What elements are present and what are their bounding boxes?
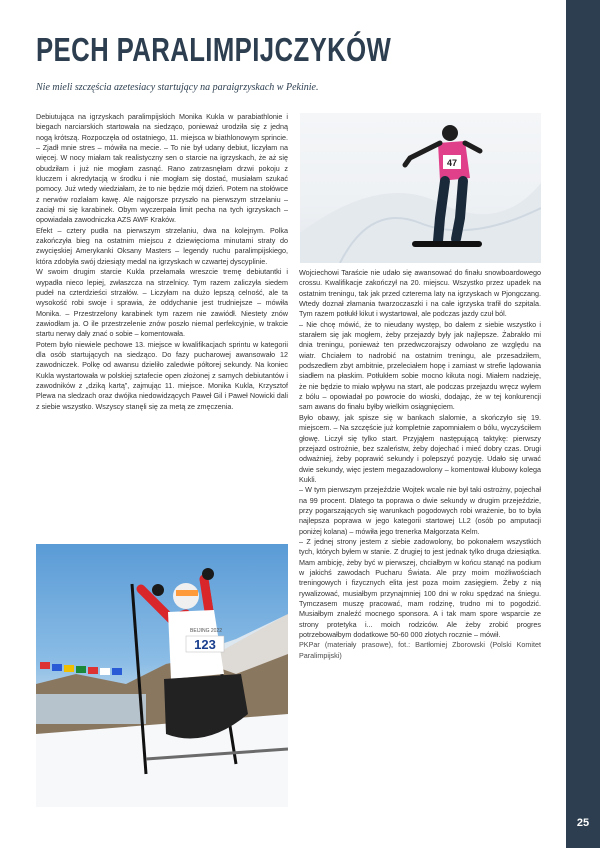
snowboarder-photo: [300, 113, 541, 263]
article-column-right: [299, 268, 541, 661]
sit-skier-illustration: [36, 544, 288, 807]
snowboarder-illustration: [300, 113, 541, 263]
side-accent-bar: [566, 0, 600, 848]
paragraph: Efekt – cztery pudła na pierwszym strzelaniu, dwa na kolejnym. Polka zakończyła bieg na ostatnim miejscu z dziewięcioma minutami straty do zwycięskiej Amerykanki Oksany Masters – legendy ruchu paralimpijskiego, która zdobyła swój dziesiąty medal na igrzyskach w czwartej dyscyplinie.: [36, 225, 288, 266]
paragraph: Było obawy, jak spisze się w bankach slalomie, a skończyło się 19. miejscem. – Na szczęście już kompletnie zapomniałem o bólu, wyczyściłem głowę. Liczył się tylko start. Przyjąłem następującą taktykę: pierwszy przejazd ostrożnie, bez szaleństw, żeby dojechać i mieć dobry czas. Drugi odważniej, żeby poprawić sekundy i polepszyć pozycję. Udało się urwać dwie sekundy, więc jestem megazadowolony – komentował klubowy kolega Kukli.: [299, 412, 541, 484]
goggles-shape: [176, 590, 198, 596]
page-number: 25: [576, 817, 590, 829]
snowboard-shape: [412, 241, 482, 247]
photo-caption: PKPar (materiały prasowe), fot.: Bartłomiej Zborowski (Polski Komitet Paralimpijski): [299, 640, 541, 660]
flags-row: [40, 662, 122, 675]
sit-skier-photo: [36, 544, 288, 807]
paragraph: – Z jednej strony jestem z siebie zadowolony, bo pokonałem wszystkich tych, których byłem w stanie. Z drugiej to jest jednak tylko druga dziesiątka. Mam ambicję, żeby być w pierwszej, chciałbym w końcu stanąć na podium w jakichś zawodach Pucharu Świata. Ale przy moim możliwościach treningowych i fizycznych elita jest poza moim zasięgiem. Żeby z nią rywalizować, musiałbym przynajmniej 100 dni w roku spędzać na śniegu. Tymczasem muszę pracować, mam rodzinę, trudno mi to pogodzić. Musiałbym znaleźć mocnego sponsora. A i tak mam spore wsparcie ze strony protetyka i... moich rodziców. Ale żeby zrobić progres potrzebowałbym dodatkowe 50-60 000 złotych rocznie – mówił.: [299, 536, 541, 640]
helmet-shape: [442, 125, 458, 141]
paragraph: Wojciechowi Taraście nie udało się awansować do finału snowboardowego crossu. Kwalifikacje zakończył na 20. miejscu. Wszystko przez upadek na ostatnim treningu, tak jak przed czterema laty na igrzyskach w Pjongczang. Wtedy doznał złamania twarzoczaszki i na całe igrzyska trafił do szpitala. Tym razem potłukł kikut i wystartował, ale podczas jazdy czuł ból.: [299, 268, 541, 319]
paragraph: – Nie chcę mówić, że to nieudany występ, bo dałem z siebie wszystko i starałem się jak mogłem, żeby przejazdy były jak najlepsze. Żabrakło mi dnia treningu, ponieważ ten przedwczorajszy odwołano ze względu na wiatr. Chciałem to nadrobić na ostatnim treningu, ale przesadziłem, podszedłem zbyt ambitnie, przeleciałem hopę i zamiast w strefie lądowania siadłem na płaskim. Potłukłem sobie mocno kikuta nogi. Miałem nadzieję, że nie będzie to miało wpływu na start, ale podczas przejazdu wręcz wyłem z bólu – opowiadał po powrocie do wioski, dodając, że w tej konkurencji sam awans do finału byłby wielkim osiągnięciem.: [299, 319, 541, 412]
article-lead: Nie mieli szczęścia azetesiacy startujący na paraigrzyskach w Pekinie.: [36, 82, 319, 93]
article-title: PECH PARALIMPIJCZYKÓW: [36, 31, 392, 68]
paragraph: Debiutująca na igrzyskach paralimpijskich Monika Kukla w parabiathlonie i biegach narciarskich startowała na siedząco, ponieważ urodziła się z jedną nogą krótszą. Rozpoczęła od ostatniego, 11. miejsca w biathlonowym sprincie. – Zjadł mnie stres – mówiła na mecie. – To nie był udany debiut, liczyłam na więcej. W nocy miałam tak realistyczny sen o starcie na igrzyskach, że aż się obudziłam i już nie mogłam zasnąć. Rano zatrzasnęłam drzwi pokoju z kluczem i akredytacją w środku i nie mogłam się dostać, musiałam szukać pomocy. Już wtedy wiedziałam, że to nie będzie mój dzień. Potem na stołówce z nerwów rozlałam kawę. Ale najgorsze przyszło na pierwszym strzelaniu – zaciął mi się karabinek. Obym wyczerpała limit pecha na tych igrzyskach – opowiadała zawodniczka AZS AWF Kraków.: [36, 112, 288, 225]
paragraph: – W tym pierwszym przejeździe Wojtek wcale nie był taki ostrożny, pojechał na 99 procent. Dlatego ta poprawa o dwie sekundy w drugim przejeździe, przy pogarszających się warunkach pogodowych robi wrażenie, bo to była najlepsza poprawa w jego kategorii startowej LL2 (osób po amputacji poniżej kolana) – mówiła jego trenerka Małgorzata Kelm.: [299, 485, 541, 536]
skier-bib: 123: [194, 637, 216, 652]
paragraph: W swoim drugim starcie Kukla przełamała wreszcie tremę debiutantki i wypadła nieco lepiej, zwłaszcza na strzelnicy. Tym razem zaliczyła siedem pudeł na czterdzieści strzałów. – Liczyłam na dużo lepszą celność, ale ta wysokość robi swoje i sprawia, że oddychanie jest trudniejsze – mówiła Monika. – Przestrzelony karabinek tym razem nie zawiódł. Niestety znów zawiodłam ja. O ile przestrzelenie znów poszło niemal perfekcyjnie, w trakcie startu nerwy dały znać o sobie – komentowała.: [36, 267, 288, 339]
snowboarder-bib: 47: [446, 158, 458, 168]
skier-banner: BEIJING 2022: [190, 628, 222, 634]
paragraph: Potem było niewiele pechowe 13. miejsce w kwalifikacjach sprintu w kategorii dla osób startujących na siedząco. Do fazy pucharowej awansowało 12 zawodniczek. Polkę od awansu dzieliło zaledwie półtorej sekundy. Na koniec Kukla wystartowała w polskiej sztafecie open złożonej z samych debiutantów i zawodników z „dziką kartą”, zajmując 11. miejsce. Monika Kukla, Krzysztof Plewa na sledzach oraz dwójka niedowidzących Paweł Gil i Paweł Nowicki dali z siebie wszystko. Wszyscy stanęli się za metą ze zmęczenia.: [36, 339, 288, 411]
article-column-left: [36, 112, 288, 412]
